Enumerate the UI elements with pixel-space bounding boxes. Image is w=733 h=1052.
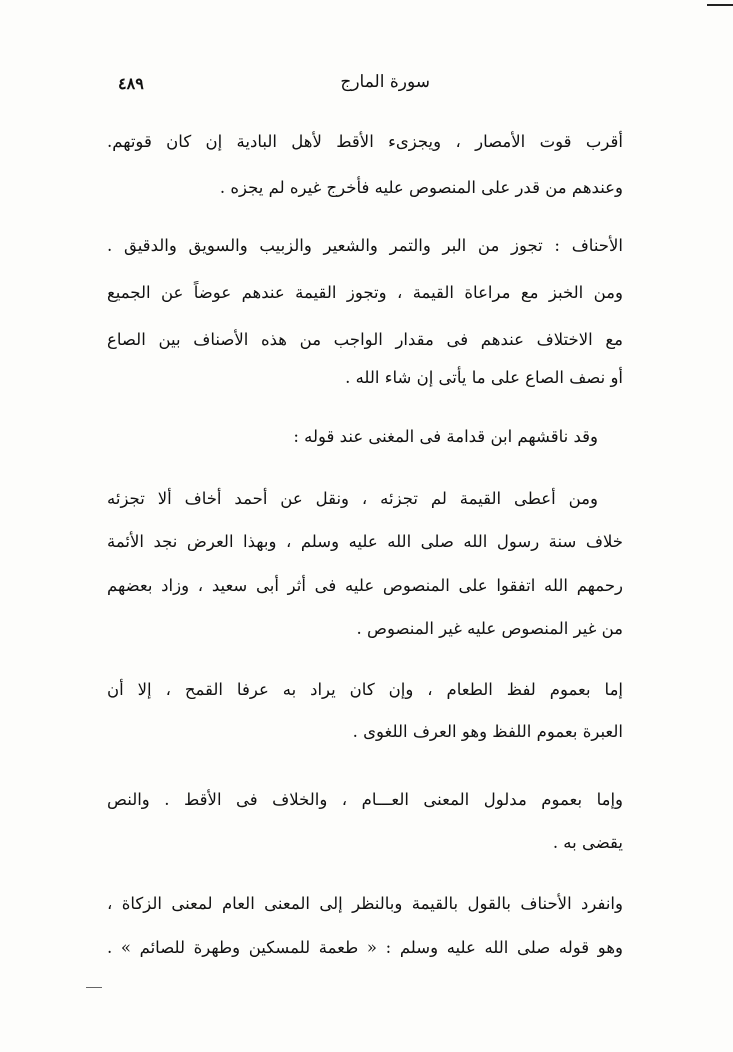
text-line: وقد ناقشهم ابن قدامة فى المغنى عند قوله : — [293, 427, 598, 446]
text-line: وانفرد الأحناف بالقول بالقيمة وبالنظر إلى المعنى العام لمعنى الزكاة ، — [107, 894, 623, 913]
text-line: وعندهم من قدر على المنصوص عليه فأخرج غيره لم يجزه . — [219, 178, 623, 197]
text-line: من غير المنصوص عليه غير المنصوص . — [356, 619, 623, 638]
text-line: خلاف سنة رسول الله صلى الله عليه وسلم ، وبهذا العرض نجد الأئمة — [107, 532, 623, 551]
text-line: رحمهم الله اتفقوا على المنصوص عليه فى أثر أبى سعيد ، وزاد بعضهم — [107, 576, 623, 595]
text-line: ومن الخبز مع مراعاة القيمة ، وتجوز القيمة عندهم عوضاً عن الجميع — [107, 283, 623, 302]
text-line: يقضى به . — [552, 833, 623, 852]
text-line: أقرب قوت الأمصار ، ويجزىء الأقط لأهل البادية إن كان قوتهم. — [107, 132, 623, 151]
text-line: الأحناف : تجوز من البر والتمر والشعير والزبيب والسويق والدقيق . — [107, 236, 623, 255]
text-line: وهو قوله صلى الله عليه وسلم : « طعمة للمسكين وطهرة للصائم » . — [107, 938, 623, 957]
text-line: ومن أعطى القيمة لم تجزئه ، ونقل عن أحمد أخاف ألا تجزئه — [107, 489, 598, 508]
text-line: مع الاختلاف عندهم فى مقدار الواجب من هذه الأصناف بين الصاع — [107, 330, 623, 349]
text-line: وإما بعموم مدلول المعنى العـــام ، والخلاف فى الأقط . والنص — [107, 790, 623, 809]
running-header — [110, 68, 620, 102]
text-line: أو نصف الصاع على ما يأتى إن شاء الله . — [345, 368, 623, 387]
text-line: إما بعموم لفظ الطعام ، وإن كان يراد به عرفا القمح ، إلا أن — [107, 680, 623, 699]
running-title: سورة المارج — [340, 72, 430, 92]
page-number: ٤٨٩ — [118, 74, 144, 93]
text-line: العبرة بعموم اللفظ وهو العرف اللغوى . — [352, 722, 623, 741]
